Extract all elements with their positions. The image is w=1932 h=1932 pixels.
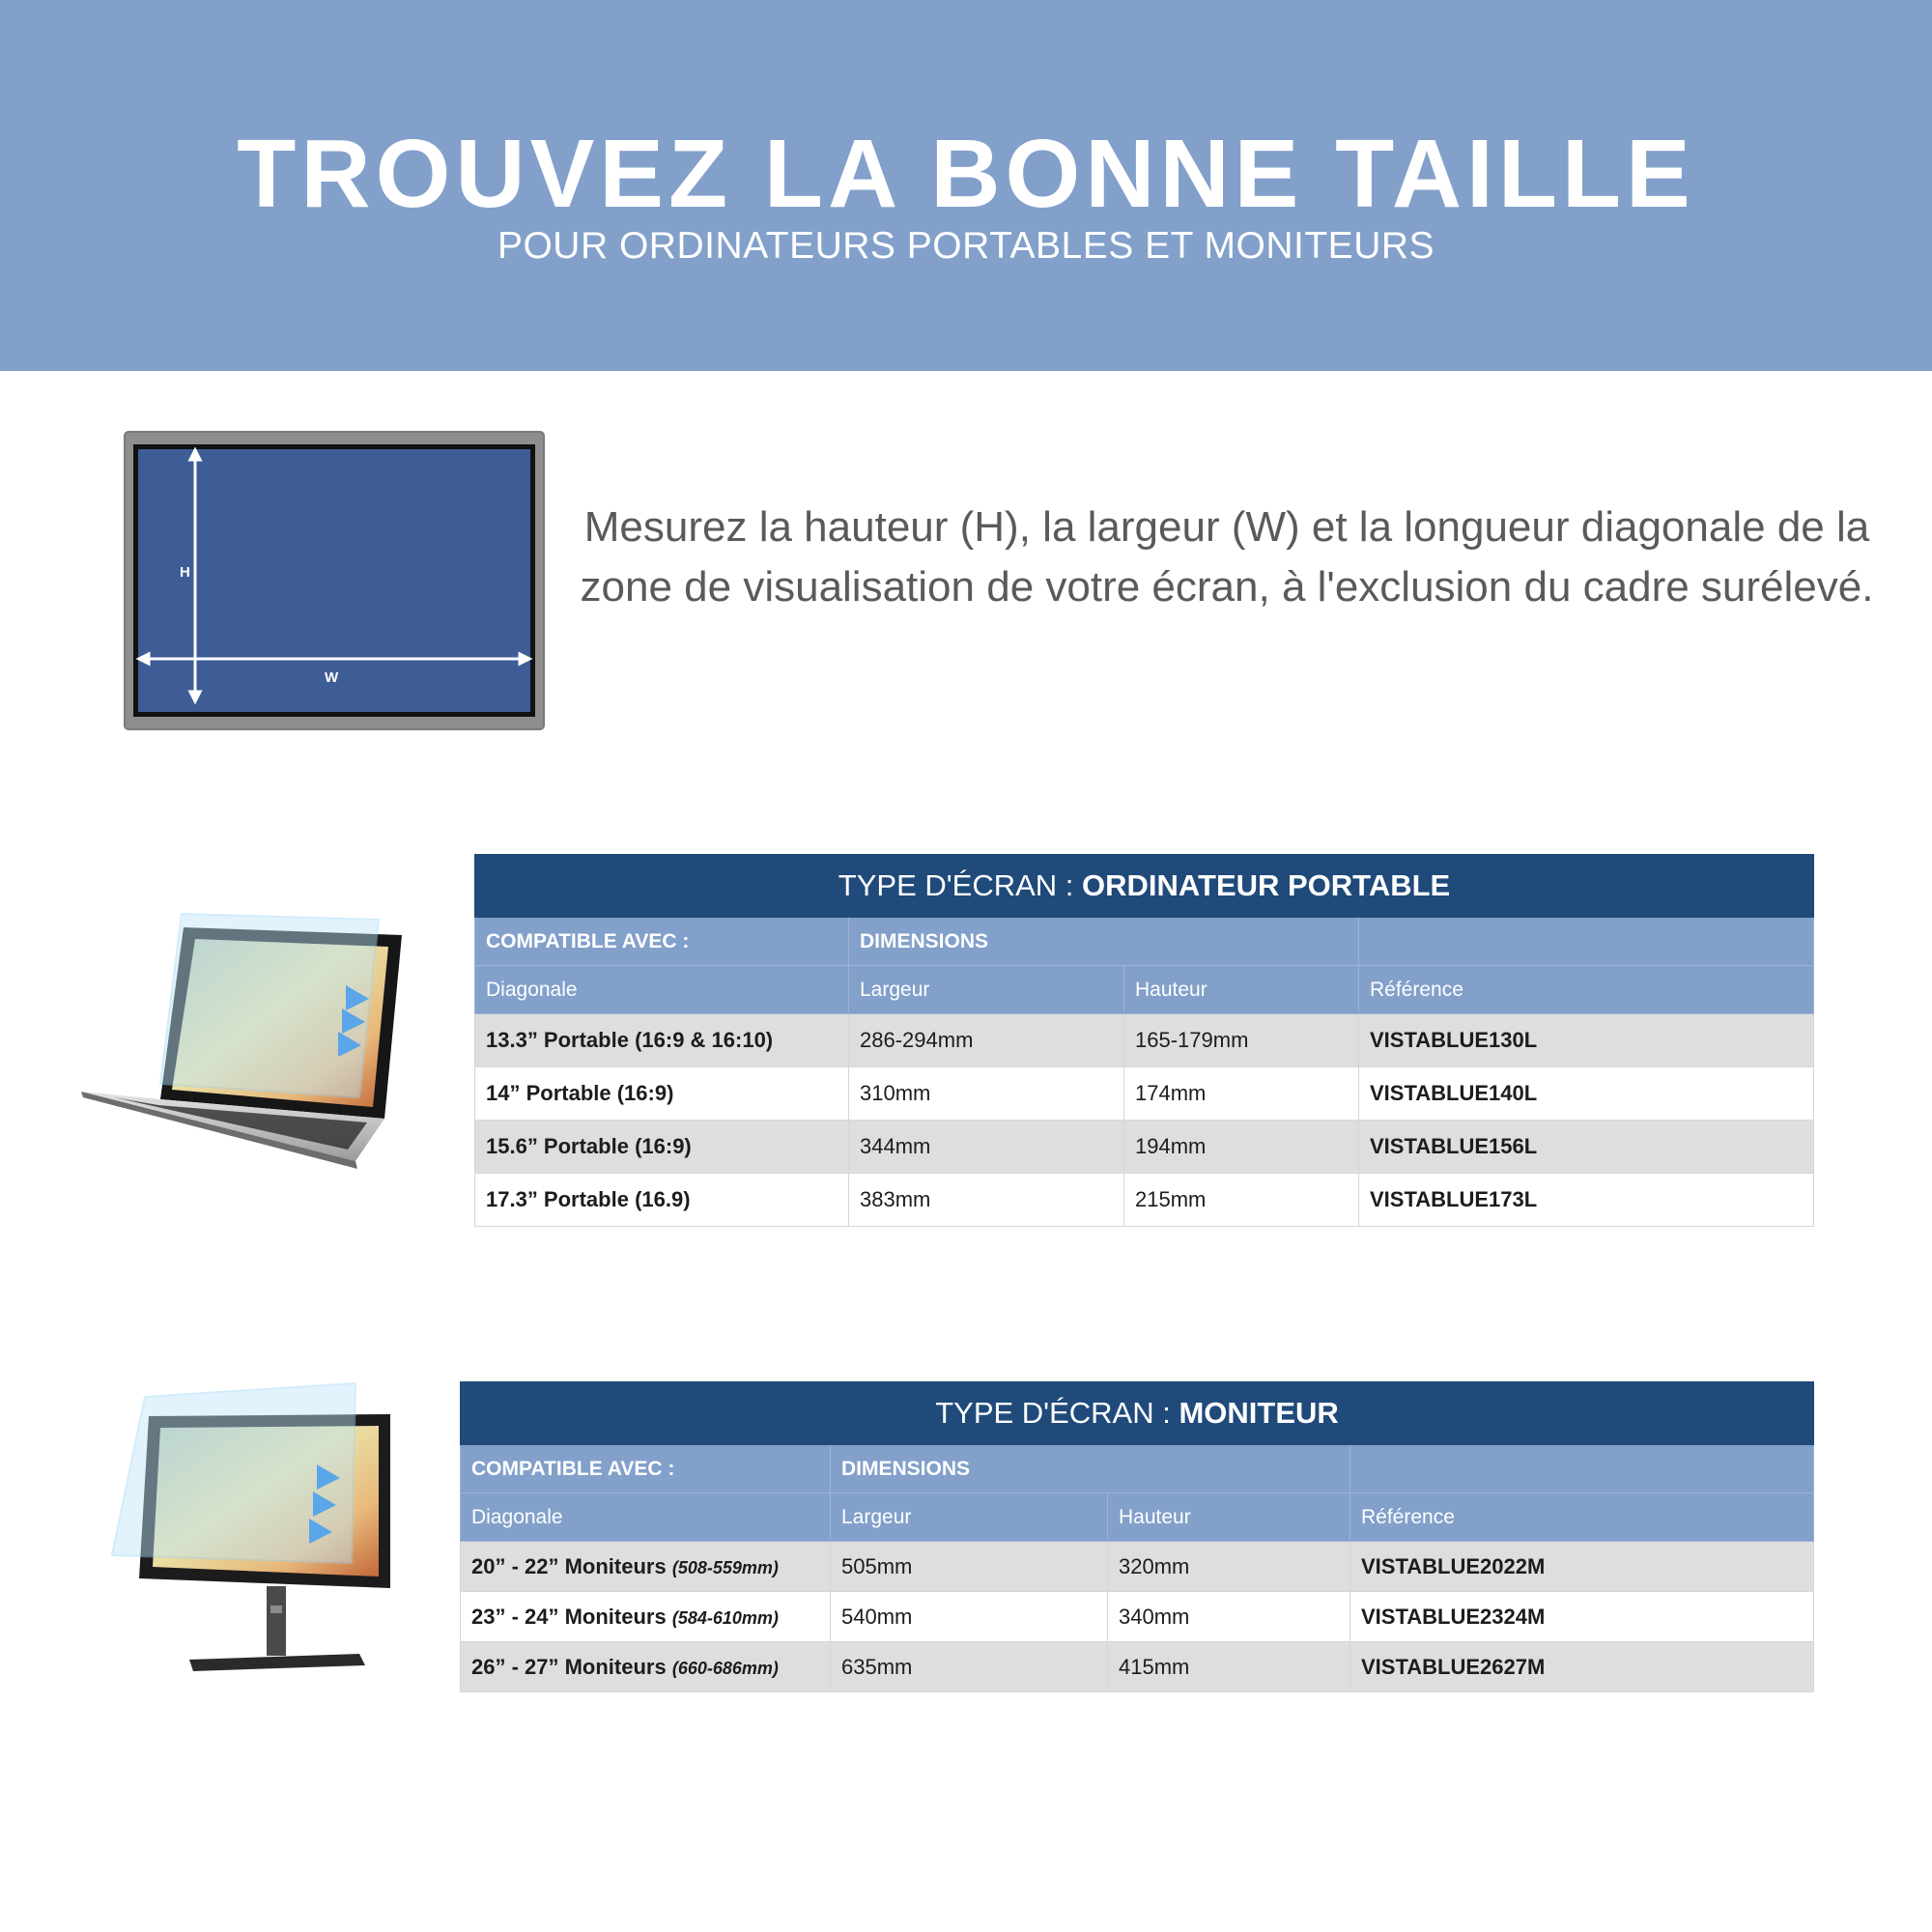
table-row: 26” - 27” Moniteurs (660-686mm) 635mm 415mm VISTABLUE2627M xyxy=(461,1642,1814,1692)
width-header: Largeur xyxy=(849,966,1124,1014)
compat-header: COMPATIBLE AVEC : xyxy=(461,1445,831,1493)
height-label: H xyxy=(180,564,190,581)
monitor-table-header xyxy=(461,1493,1814,1542)
width-header: Largeur xyxy=(831,1493,1108,1542)
compat-header: COMPATIBLE AVEC : xyxy=(475,918,849,966)
table-row: 20” - 22” Moniteurs (508-559mm) 505mm 320mm VISTABLUE2022M xyxy=(461,1542,1814,1592)
dimensions-header: DIMENSIONS xyxy=(849,918,1359,966)
laptop-table-header xyxy=(475,966,1814,1014)
monitor-size-table xyxy=(460,1381,1814,1692)
header-banner xyxy=(0,0,1932,371)
laptop-with-filter-illustration xyxy=(77,908,411,1169)
height-header: Hauteur xyxy=(1124,966,1359,1014)
monitor-table-caption: TYPE D'ÉCRAN : MONITEUR xyxy=(461,1382,1814,1445)
monitor-table-header-group xyxy=(461,1445,1814,1493)
laptop-size-table xyxy=(474,854,1814,1227)
table-row: 13.3” Portable (16:9 & 16:10) 286-294mm 165-179mm VISTABLUE130L xyxy=(475,1014,1814,1067)
diagonal-header: Diagonale xyxy=(461,1493,831,1542)
table-row: 17.3” Portable (16.9) 383mm 215mm VISTABLUE173L xyxy=(475,1174,1814,1227)
table-row: 15.6” Portable (16:9) 344mm 194mm VISTABLUE156L xyxy=(475,1121,1814,1174)
reference-header: Référence xyxy=(1350,1493,1814,1542)
page-subtitle: POUR ORDINATEURS PORTABLES ET MONITEURS xyxy=(497,225,1435,267)
measurement-instructions: Mesurez la hauteur (H), la largeur (W) et la longueur diagonale de la zone de visualisation de votre écran, à l'exclusion du cadre surélevé. xyxy=(580,503,1874,611)
table-row: 23” - 24” Moniteurs (584-610mm) 540mm 340mm VISTABLUE2324M xyxy=(461,1592,1814,1642)
table-row: 14” Portable (16:9) 310mm 174mm VISTABLUE140L xyxy=(475,1067,1814,1121)
laptop-table-header-group xyxy=(475,918,1814,966)
width-label: W xyxy=(325,669,339,686)
diagonal-header: Diagonale xyxy=(475,966,849,1014)
reference-header: Référence xyxy=(1359,966,1814,1014)
dimensions-header: DIMENSIONS xyxy=(831,1445,1350,1493)
monitor-with-filter-illustration xyxy=(106,1378,401,1687)
screen-measurement-illustration xyxy=(124,431,545,732)
page-title: TROUVEZ LA BONNE TAILLE xyxy=(237,120,1695,228)
laptop-table-caption: TYPE D'ÉCRAN : ORDINATEUR PORTABLE xyxy=(475,855,1814,918)
height-header: Hauteur xyxy=(1108,1493,1350,1542)
